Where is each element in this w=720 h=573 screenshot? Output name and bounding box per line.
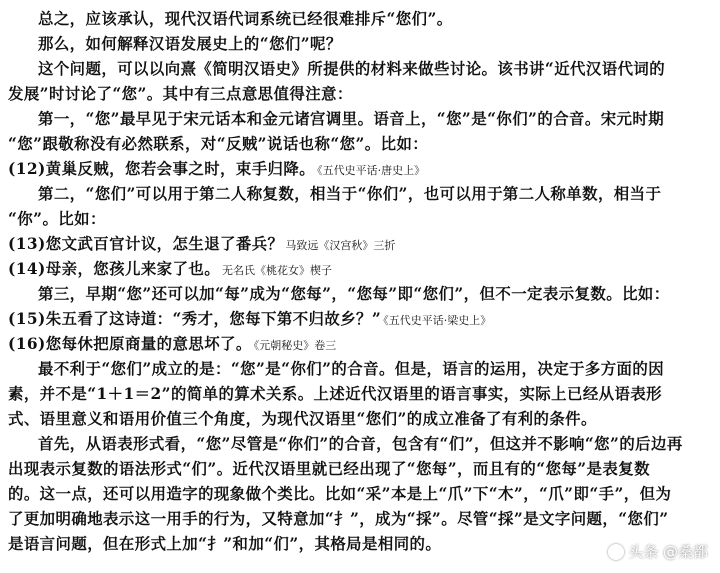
text-line: “您”跟敬称没有必然联系，对“反贼”说话也称“您”。比如： [8,135,429,153]
example-source: 《五代史平话·梁史上》 [383,314,492,327]
example-source: 马致远《汉宫秋》三折 [285,239,396,252]
example-text: (15)朱五看了这诗道：“秀才，您每下第不归故乡？” [8,310,382,328]
text-line: 素，并不是“1＋1＝2”的简单的算术关系。上述近代汉语里的语言事实，实际上已经从语表形 [8,385,663,403]
text-line: 是语言问题，但在形式上加“扌”和加“们”，其格局是相同的。 [8,535,442,553]
text-line: 发展”时讨论了“您”。其中有三点意思值得注意： [8,85,353,103]
text-line: 第二，“您们”可以用于第二人称复数，相当于“你们”，也可以用于第二人称单数，相当于 [38,185,662,203]
text-line: 出现表示复数的语法形式“们”。近代汉语里就已经出现了“您每”，而且有的“您每”是表复数 [8,460,650,478]
text-line: 总之，应该承认，现代汉语代词系统已经很难排斥“您们”。 [38,10,453,28]
text-line: 第三，早期“您”还可以加“每”成为“您每”，“您每”即“您们”，但不一定表示复数。比如： [38,285,670,303]
example-text: (12)黄巢反贼，您若会事之时，束手归降。 [8,160,316,178]
example-text: (16)您每休把原商量的意思坏了。 [8,335,252,353]
watermark-text: 头条 @桑都 [628,543,708,561]
example-line [8,157,425,183]
watermark [608,541,708,562]
text-line: 首先，从语表形式看，“您”尽管是“你们”的合音，包含有“们”，但这并不影响“您”的后边再 [38,435,683,453]
example-source: 无名氏《桃花女》楔子 [222,264,333,277]
example-line [8,257,332,283]
text-line: 这个问题，可以以向熹《简明汉语史》所提供的材料来做些讨论。该书讲“近代汉语代词的 [38,60,666,78]
example-line [8,332,336,358]
text-line: 了更加明确地表示这一用手的行为，又特意加“扌”，成为“採”。尽管“採”是文字问题，“您们” [8,510,669,528]
text-line: 的。这一点，还可以用造字的现象做个类比。比如“采”本是上“爪”下“木”，“爪”即“手”，但为 [8,485,672,503]
example-line [8,232,395,258]
text-line: 第一，“您”最早见于宋元话本和金元诸宫调里。语音上，“您”是“你们”的合音。宋元时期 [38,110,665,128]
example-text: (14)母亲，您孩儿来家了也。 [8,260,221,278]
text-line: “你”。比如： [8,210,106,228]
example-source: 《元朝秘史》卷三 [253,339,337,352]
example-source: 《五代史平话·唐史上》 [317,164,426,177]
example-text: (13)您文武百官计议，怎生退了番兵？ [8,235,284,253]
text-line: 最不利于“您们”成立的是：“您”是“你们”的合音。但是，语言的运用，决定于多方面的因 [38,360,665,378]
example-line [8,307,491,333]
toutiao-logo-icon [608,544,624,560]
text-line: 那么，如何解释汉语发展史上的“您们”呢？ [38,35,342,53]
text-line: 式、语里意义和语用价值三个角度，为现代汉语里“您们”的成立准备了有利的条件。 [8,410,597,428]
